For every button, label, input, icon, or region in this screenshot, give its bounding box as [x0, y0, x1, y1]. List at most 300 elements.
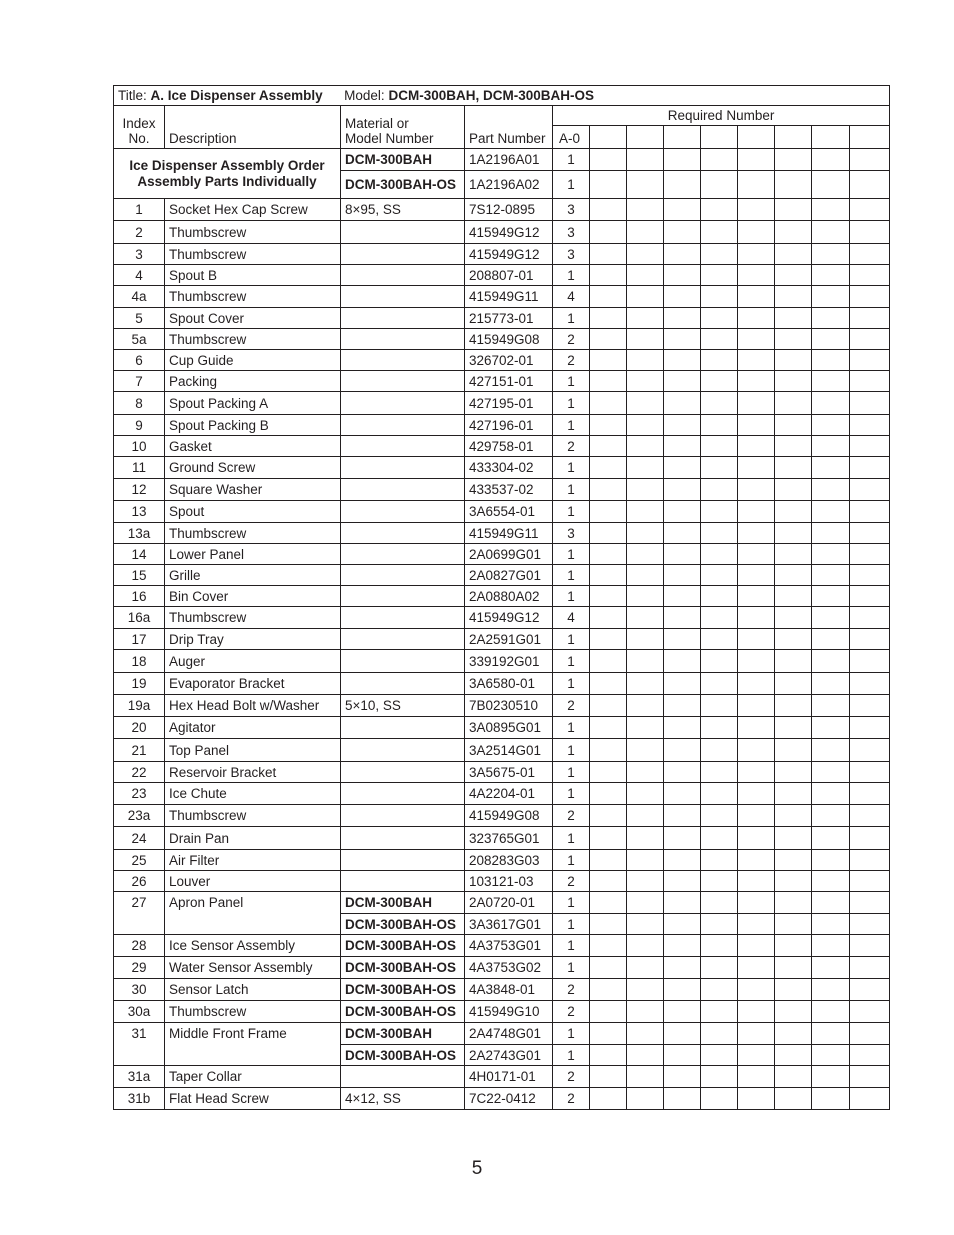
empty-cell — [664, 565, 701, 586]
empty-cell — [775, 244, 812, 265]
index-header — [114, 106, 165, 149]
qty-cell: 1 — [553, 762, 590, 783]
material-header-line2: Model Number — [345, 131, 434, 146]
empty-cell — [850, 244, 890, 265]
description-cell: Packing — [165, 371, 341, 392]
part-number-cell: 427196-01 — [465, 415, 553, 436]
empty-cell — [664, 871, 701, 892]
empty-cell — [590, 673, 627, 695]
empty-cell — [627, 221, 664, 244]
material-cell — [341, 805, 465, 827]
part-number-cell: 415949G11 — [465, 286, 553, 308]
empty-cell — [590, 501, 627, 523]
empty-cell — [738, 695, 775, 717]
empty-cell — [590, 979, 627, 1001]
table-row — [114, 1001, 890, 1023]
empty-cell — [738, 607, 775, 629]
empty-cell — [850, 415, 890, 436]
description-cell: Thumbscrew — [165, 523, 341, 544]
index-header-line1: Index — [122, 116, 156, 131]
empty-cell — [664, 1001, 701, 1023]
empty-cell — [664, 479, 701, 501]
material-cell: DCM-300BAH-OS — [341, 1001, 465, 1023]
empty-cell — [627, 1023, 664, 1045]
qty-cell: 1 — [553, 565, 590, 586]
empty-cell — [812, 457, 850, 479]
empty-cell — [738, 629, 775, 650]
material-cell — [341, 415, 465, 436]
material-cell — [341, 286, 465, 308]
empty-cell — [738, 221, 775, 244]
empty-cell — [812, 523, 850, 544]
empty-cell — [812, 850, 850, 871]
empty-cell — [627, 892, 664, 914]
empty-cell — [701, 221, 738, 244]
empty-cell — [627, 244, 664, 265]
qty-cell: 1 — [553, 629, 590, 650]
qty-cell: 1 — [553, 783, 590, 805]
empty-cell — [850, 717, 890, 739]
description-cell: Taper Collar — [165, 1066, 341, 1088]
empty-cell — [812, 265, 850, 286]
empty-cell — [664, 957, 701, 979]
empty-cell — [850, 629, 890, 650]
empty-cell — [590, 565, 627, 586]
empty-cell — [775, 871, 812, 892]
empty-cell — [701, 436, 738, 457]
index-cell: 4 — [114, 265, 165, 286]
empty-cell — [812, 415, 850, 436]
empty-cell — [590, 717, 627, 739]
empty-cell — [738, 1066, 775, 1088]
description-cell: Gasket — [165, 436, 341, 457]
part-number-cell: 326702-01 — [465, 350, 553, 371]
empty-cell — [664, 350, 701, 371]
index-cell: 12 — [114, 479, 165, 501]
empty-cell — [850, 979, 890, 1001]
qty-cell: 4 — [553, 607, 590, 629]
empty-cell — [627, 126, 664, 149]
empty-cell — [590, 586, 627, 607]
material-cell — [341, 783, 465, 805]
empty-cell — [664, 1088, 701, 1110]
empty-cell — [664, 783, 701, 805]
qty-cell: 1 — [553, 586, 590, 607]
empty-cell — [701, 371, 738, 392]
empty-cell — [627, 457, 664, 479]
empty-cell — [850, 935, 890, 957]
description-cell: Drip Tray — [165, 629, 341, 650]
index-cell: 31b — [114, 1088, 165, 1110]
qty-cell: 1 — [553, 1045, 590, 1066]
empty-cell — [590, 650, 627, 673]
part-number-cell: 415949G08 — [465, 805, 553, 827]
material-cell — [341, 586, 465, 607]
empty-cell — [775, 329, 812, 350]
table-row — [114, 286, 890, 308]
empty-cell — [812, 650, 850, 673]
empty-cell — [775, 586, 812, 607]
empty-cell — [701, 286, 738, 308]
description-cell: Hex Head Bolt w/Washer — [165, 695, 341, 717]
empty-cell — [590, 695, 627, 717]
qty-cell: 2 — [553, 1001, 590, 1023]
material-cell — [341, 479, 465, 501]
empty-cell — [738, 523, 775, 544]
part-number-cell: 2A4748G01 — [465, 1023, 553, 1045]
empty-cell — [590, 1045, 627, 1066]
index-cell: 28 — [114, 935, 165, 957]
empty-cell — [627, 717, 664, 739]
empty-cell — [850, 350, 890, 371]
table-row — [114, 149, 890, 171]
material-cell — [341, 350, 465, 371]
empty-cell — [664, 979, 701, 1001]
material-cell — [341, 329, 465, 350]
index-cell: 7 — [114, 371, 165, 392]
qty-cell: 1 — [553, 914, 590, 935]
empty-cell — [775, 1023, 812, 1045]
empty-cell — [701, 350, 738, 371]
index-cell: 31a — [114, 1066, 165, 1088]
description-cell: Spout Cover — [165, 308, 341, 329]
empty-cell — [701, 717, 738, 739]
empty-cell — [627, 149, 664, 171]
empty-cell — [701, 457, 738, 479]
material-cell: DCM-300BAH-OS — [341, 1045, 465, 1066]
empty-cell — [775, 673, 812, 695]
part-number-cell: 208283G03 — [465, 850, 553, 871]
empty-cell — [738, 457, 775, 479]
material-cell — [341, 565, 465, 586]
part-number-cell: 339192G01 — [465, 650, 553, 673]
table-row — [114, 695, 890, 717]
empty-cell — [775, 523, 812, 544]
part-number-cell: 7C22-0412 — [465, 1088, 553, 1110]
qty-cell: 2 — [553, 871, 590, 892]
description-cell: Grille — [165, 565, 341, 586]
table-row — [114, 415, 890, 436]
empty-cell — [812, 436, 850, 457]
empty-cell — [775, 457, 812, 479]
table-row — [114, 371, 890, 392]
table-row — [114, 650, 890, 673]
description-cell: Thumbscrew — [165, 286, 341, 308]
empty-cell — [664, 850, 701, 871]
material-cell: 4×12, SS — [341, 1088, 465, 1110]
empty-cell — [590, 149, 627, 171]
part-number-cell: 433537-02 — [465, 479, 553, 501]
empty-cell — [775, 739, 812, 762]
empty-cell — [627, 1088, 664, 1110]
index-cell: 20 — [114, 717, 165, 739]
table-row — [114, 762, 890, 783]
empty-cell — [701, 673, 738, 695]
part-number-cell: 415949G10 — [465, 1001, 553, 1023]
description-cell: Top Panel — [165, 739, 341, 762]
description-cell: Reservoir Bracket — [165, 762, 341, 783]
description-cell: Drain Pan — [165, 827, 341, 850]
empty-cell — [664, 457, 701, 479]
empty-cell — [590, 350, 627, 371]
description-cell: Spout Packing A — [165, 392, 341, 415]
empty-cell — [738, 805, 775, 827]
empty-cell — [775, 544, 812, 565]
empty-cell — [775, 850, 812, 871]
empty-cell — [812, 565, 850, 586]
empty-cell — [850, 371, 890, 392]
empty-cell — [590, 436, 627, 457]
model-value: DCM-300BAH, DCM-300BAH-OS — [388, 88, 594, 103]
empty-cell — [812, 1023, 850, 1045]
empty-cell — [590, 286, 627, 308]
empty-cell — [701, 544, 738, 565]
index-cell: 15 — [114, 565, 165, 586]
empty-cell — [664, 371, 701, 392]
empty-cell — [812, 126, 850, 149]
empty-cell — [775, 171, 812, 199]
index-cell: 10 — [114, 436, 165, 457]
empty-cell — [590, 957, 627, 979]
table-row — [114, 350, 890, 371]
empty-cell — [590, 914, 627, 935]
part-number-cell: 4A3753G02 — [465, 957, 553, 979]
material-cell — [341, 501, 465, 523]
empty-cell — [775, 126, 812, 149]
description-cell: Thumbscrew — [165, 1001, 341, 1023]
description-cell: Thumbscrew — [165, 607, 341, 629]
empty-cell — [590, 329, 627, 350]
empty-cell — [701, 1045, 738, 1066]
empty-cell — [590, 523, 627, 544]
qty-cell: 1 — [553, 1023, 590, 1045]
empty-cell — [701, 1023, 738, 1045]
part-number-cell: 429758-01 — [465, 436, 553, 457]
material-cell — [341, 371, 465, 392]
empty-cell — [664, 329, 701, 350]
empty-cell — [701, 914, 738, 935]
empty-cell — [664, 171, 701, 199]
empty-cell — [664, 544, 701, 565]
empty-cell — [664, 392, 701, 415]
part-number-cell: 433304-02 — [465, 457, 553, 479]
assembly-description: Ice Dispenser Assembly Order Assembly Parts Individually — [114, 149, 341, 199]
empty-cell — [775, 717, 812, 739]
part-number-cell: 415949G12 — [465, 244, 553, 265]
part-number-cell: 2A2743G01 — [465, 1045, 553, 1066]
empty-cell — [850, 805, 890, 827]
empty-cell — [627, 607, 664, 629]
index-cell: 30 — [114, 979, 165, 1001]
empty-cell — [590, 1023, 627, 1045]
description-cell: Square Washer — [165, 479, 341, 501]
empty-cell — [812, 244, 850, 265]
index-cell: 27 — [114, 892, 165, 935]
index-cell: 25 — [114, 850, 165, 871]
empty-cell — [738, 126, 775, 149]
part-number-cell: 7B0230510 — [465, 695, 553, 717]
part-number-cell: 427151-01 — [465, 371, 553, 392]
table-row — [114, 501, 890, 523]
part-number-cell: 7S12-0895 — [465, 199, 553, 221]
qty-cell: 2 — [553, 350, 590, 371]
required-number-header: Required Number — [553, 106, 890, 126]
empty-cell — [738, 149, 775, 171]
empty-cell — [812, 717, 850, 739]
description-cell: Ice Chute — [165, 783, 341, 805]
parts-list-table — [113, 85, 890, 1110]
empty-cell — [590, 171, 627, 199]
empty-cell — [775, 979, 812, 1001]
part-number-cell: 1A2196A01 — [465, 149, 553, 171]
material-header-line1: Material or — [345, 116, 409, 131]
empty-cell — [738, 501, 775, 523]
empty-cell — [775, 650, 812, 673]
material-header — [341, 106, 465, 149]
index-cell: 26 — [114, 871, 165, 892]
description-cell: Lower Panel — [165, 544, 341, 565]
empty-cell — [812, 914, 850, 935]
material-cell: DCM-300BAH-OS — [341, 979, 465, 1001]
part-number-cell: 3A6554-01 — [465, 501, 553, 523]
a0-header: A-0 — [553, 126, 590, 149]
empty-cell — [738, 850, 775, 871]
empty-cell — [812, 149, 850, 171]
empty-cell — [701, 501, 738, 523]
empty-cell — [850, 392, 890, 415]
empty-cell — [590, 457, 627, 479]
qty-cell: 2 — [553, 979, 590, 1001]
material-cell — [341, 762, 465, 783]
material-cell: DCM-300BAH — [341, 892, 465, 914]
part-number-cell: 3A5675-01 — [465, 762, 553, 783]
empty-cell — [664, 695, 701, 717]
empty-cell — [775, 783, 812, 805]
part-number-cell: 4A3848-01 — [465, 979, 553, 1001]
material-cell: DCM-300BAH-OS — [341, 957, 465, 979]
description-cell: Auger — [165, 650, 341, 673]
qty-cell: 1 — [553, 392, 590, 415]
empty-cell — [627, 957, 664, 979]
empty-cell — [738, 979, 775, 1001]
empty-cell — [590, 607, 627, 629]
index-cell: 21 — [114, 739, 165, 762]
empty-cell — [850, 501, 890, 523]
description-cell: Spout Packing B — [165, 415, 341, 436]
empty-cell — [738, 673, 775, 695]
empty-cell — [590, 126, 627, 149]
index-header-line2: No. — [128, 131, 150, 146]
table-row — [114, 565, 890, 586]
empty-cell — [850, 286, 890, 308]
empty-cell — [738, 717, 775, 739]
empty-cell — [738, 371, 775, 392]
empty-cell — [738, 171, 775, 199]
empty-cell — [590, 371, 627, 392]
part-number-header: Part Number — [465, 106, 553, 149]
empty-cell — [664, 415, 701, 436]
empty-cell — [627, 523, 664, 544]
empty-cell — [590, 629, 627, 650]
empty-cell — [664, 244, 701, 265]
qty-cell: 1 — [553, 739, 590, 762]
empty-cell — [775, 1066, 812, 1088]
qty-cell: 1 — [553, 673, 590, 695]
empty-cell — [627, 544, 664, 565]
empty-cell — [812, 1045, 850, 1066]
description-cell: Thumbscrew — [165, 805, 341, 827]
material-cell — [341, 544, 465, 565]
empty-cell — [701, 479, 738, 501]
empty-cell — [775, 479, 812, 501]
empty-cell — [664, 1023, 701, 1045]
material-cell — [341, 850, 465, 871]
qty-cell: 1 — [553, 957, 590, 979]
index-cell: 19 — [114, 673, 165, 695]
empty-cell — [664, 523, 701, 544]
empty-cell — [701, 149, 738, 171]
empty-cell — [627, 979, 664, 1001]
part-number-cell: 2A0880A02 — [465, 586, 553, 607]
table-row — [114, 850, 890, 871]
qty-cell: 1 — [553, 827, 590, 850]
material-cell: DCM-300BAH — [341, 149, 465, 171]
empty-cell — [590, 783, 627, 805]
material-cell — [341, 221, 465, 244]
empty-cell — [664, 892, 701, 914]
empty-cell — [664, 199, 701, 221]
empty-cell — [627, 850, 664, 871]
empty-cell — [590, 1066, 627, 1088]
table-row — [114, 871, 890, 892]
empty-cell — [775, 805, 812, 827]
part-number-cell: 3A0895G01 — [465, 717, 553, 739]
empty-cell — [850, 523, 890, 544]
empty-cell — [701, 850, 738, 871]
material-cell — [341, 244, 465, 265]
part-number-cell: 3A6580-01 — [465, 673, 553, 695]
empty-cell — [664, 1045, 701, 1066]
qty-cell: 3 — [553, 199, 590, 221]
empty-cell — [701, 308, 738, 329]
empty-cell — [627, 371, 664, 392]
empty-cell — [775, 935, 812, 957]
material-cell — [341, 1066, 465, 1088]
empty-cell — [627, 350, 664, 371]
empty-cell — [590, 392, 627, 415]
index-cell: 16 — [114, 586, 165, 607]
empty-cell — [627, 762, 664, 783]
empty-cell — [590, 892, 627, 914]
description-cell: Ice Sensor Assembly — [165, 935, 341, 957]
part-number-cell: 415949G12 — [465, 607, 553, 629]
empty-cell — [701, 329, 738, 350]
empty-cell — [812, 479, 850, 501]
qty-cell: 1 — [553, 265, 590, 286]
empty-cell — [738, 827, 775, 850]
empty-cell — [850, 914, 890, 935]
index-cell: 24 — [114, 827, 165, 850]
empty-cell — [701, 265, 738, 286]
index-cell: 9 — [114, 415, 165, 436]
empty-cell — [664, 221, 701, 244]
part-number-cell: 3A3617G01 — [465, 914, 553, 935]
qty-cell: 1 — [553, 149, 590, 171]
empty-cell — [850, 565, 890, 586]
material-cell — [341, 629, 465, 650]
empty-cell — [738, 892, 775, 914]
empty-cell — [664, 827, 701, 850]
